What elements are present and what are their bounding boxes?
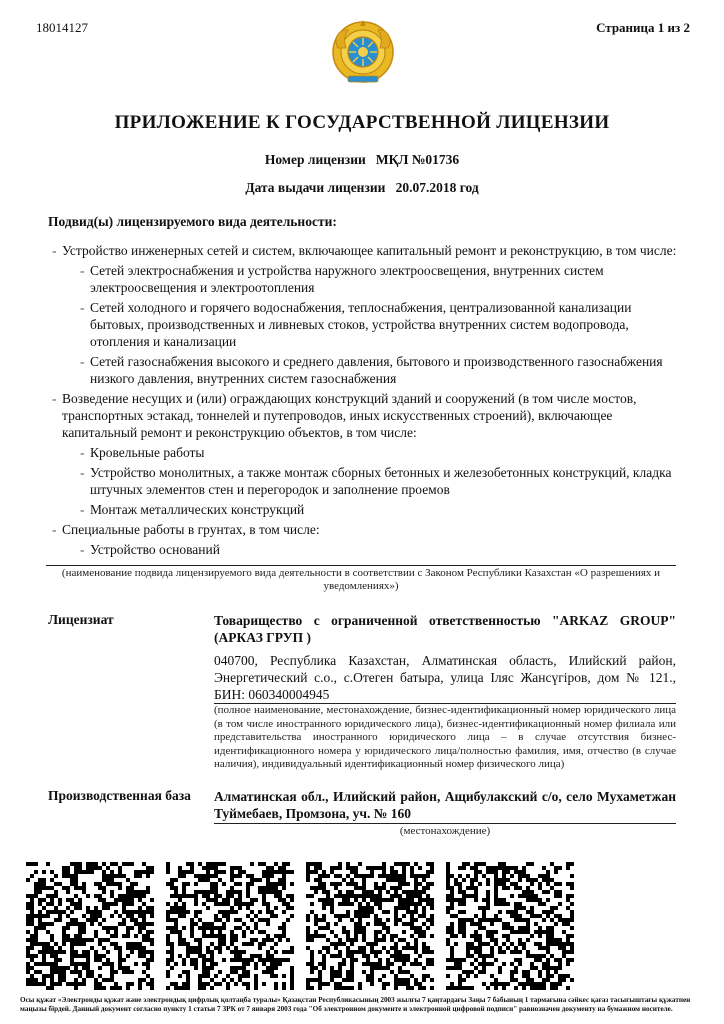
activity-text: Монтаж металлических конструкций xyxy=(90,502,305,517)
activity-text: Сетей газоснабжения высокого и среднего давления, бытового и производственного газоснабжения низкого давления, внутренних систем газоснабжения xyxy=(90,354,663,386)
list-item xyxy=(46,464,686,498)
legal-footer: Осы құжат «Электронды құжат және электрондық цифрлық қолтаңба туралы» Қазақстан Республикасының 2003 жылғы 7 қаңтардағы Заңы 7 бабының 1 тармағына сәйкес қағаз тасығыштағы құжатпен маңызы бірдей. Данный документ согласно пункту 1 статьи 7 ЗРК от 7 января 2003 года "Об электронном документе и электронной цифровой подписи" равнозначен документу на бумажном носителе. xyxy=(20,996,691,1013)
dash-bullet-icon: - xyxy=(80,263,85,278)
licensee-note: (полное наименование, местонахождение, бизнес-идентификационный номер юридического лица (в том числе иностранного юридического лица), бизнес-идентификационный номер филиала или представительства иностранного юридического лица – в случае отсутствия бизнес-идентификационного номера у юридического лица/полностью фамилия, имя, отчество (в случае наличия), индивидуальный идентификационный номер физического лица) xyxy=(214,704,676,770)
list-item xyxy=(46,299,686,350)
license-date-line xyxy=(0,180,724,196)
production-base-value: Алматинская обл., Илийский район, Ащибулакский с/о, село Мухаметжан Туймебаев, Промзона, уч. № 160 xyxy=(214,789,676,821)
activity-subtypes-heading: Подвид(ы) лицензируемого вида деятельности: xyxy=(48,214,337,229)
list-item xyxy=(46,444,686,461)
qr-code-1-icon xyxy=(26,862,154,990)
document-number: 18014127 xyxy=(36,20,88,35)
licensee-name: Товарищество с ограниченной ответственностью "ARKAZ GROUP" (АРКАЗ ГРУП ) xyxy=(214,613,676,645)
list-item xyxy=(46,353,686,387)
dash-bullet-icon: - xyxy=(80,465,85,480)
activity-list xyxy=(46,242,686,558)
qr-code-3-icon xyxy=(306,862,434,990)
production-base-note: (местонахождение) xyxy=(399,825,491,837)
dash-bullet-icon: - xyxy=(52,522,57,537)
production-base-label: Производственная база xyxy=(48,788,191,803)
license-number-label: Номер лицензии xyxy=(264,152,366,167)
licensee-label: Лицензиат xyxy=(48,612,114,627)
qr-code-2-icon xyxy=(166,862,294,990)
list-item xyxy=(46,262,686,296)
license-number-line xyxy=(0,152,724,168)
page-title: ПРИЛОЖЕНИЕ К ГОСУДАРСТВЕННОЙ ЛИЦЕНЗИИ xyxy=(114,112,610,133)
license-number-value: МҚЛ №01736 xyxy=(375,152,460,167)
activity-text: Кровельные работы xyxy=(90,445,205,460)
list-item xyxy=(46,390,686,441)
dash-bullet-icon: - xyxy=(80,502,85,517)
dash-bullet-icon: - xyxy=(80,445,85,460)
activity-text: Устройство оснований xyxy=(90,542,220,557)
list-item xyxy=(46,541,686,558)
activity-text: Сетей электроснабжения и устройства наружного электроосвещения, внутренних систем электроосвещения и электроотопления xyxy=(90,263,604,295)
list-item xyxy=(46,521,686,538)
license-date-value: 20.07.2018 год xyxy=(395,180,479,195)
dash-bullet-icon: - xyxy=(80,354,85,369)
activity-text: Возведение несущих и (или) ограждающих конструкций зданий и сооружений (в том числе мостов, транспортных эстакад, тоннелей и путепроводов, иных искусственных строений), включающее капитальный ремонт и реконструкцию объектов, в том числе: xyxy=(62,391,637,440)
activity-text: Устройство монолитных, а также монтаж сборных бетонных и железобетонных конструкций, кладка штучных элементов стен и перегородок и заполнение проемов xyxy=(90,465,672,497)
divider xyxy=(46,565,676,566)
activity-text: Устройство инженерных сетей и систем, включающее капитальный ремонт и реконструкцию, в том числе: xyxy=(62,243,677,258)
activities-note: (наименование подвида лицензируемого вида деятельности в соответствии с Законом Республики Казахстан «О разрешениях и уведомлениях») xyxy=(61,567,661,592)
list-item xyxy=(46,501,686,518)
license-date-label: Дата выдачи лицензии xyxy=(245,180,386,195)
activity-text: Сетей холодного и горячего водоснабжения, теплоснабжения, централизованной канализации бытовых, производственных и ливневых стоков, устройства внутренних систем водопровода, отопления и канализации xyxy=(90,300,632,349)
activity-text: Специальные работы в грунтах, в том числе: xyxy=(62,522,320,537)
dash-bullet-icon: - xyxy=(52,243,57,258)
list-item xyxy=(46,242,686,259)
page-indicator: Страница 1 из 2 xyxy=(596,20,690,35)
qr-code-4-icon xyxy=(446,862,574,990)
dash-bullet-icon: - xyxy=(80,542,85,557)
dash-bullet-icon: - xyxy=(52,391,57,406)
dash-bullet-icon: - xyxy=(80,300,85,315)
licensee-address: 040700, Республика Казахстан, Алматинская область, Илийский район, Энергетический с.о., с.Отеген батыра, улица Іляс Жансүгіров, дом № 121., БИН: 060340004945 xyxy=(214,653,676,702)
divider xyxy=(214,823,676,824)
kazakhstan-state-emblem-icon xyxy=(330,18,396,84)
